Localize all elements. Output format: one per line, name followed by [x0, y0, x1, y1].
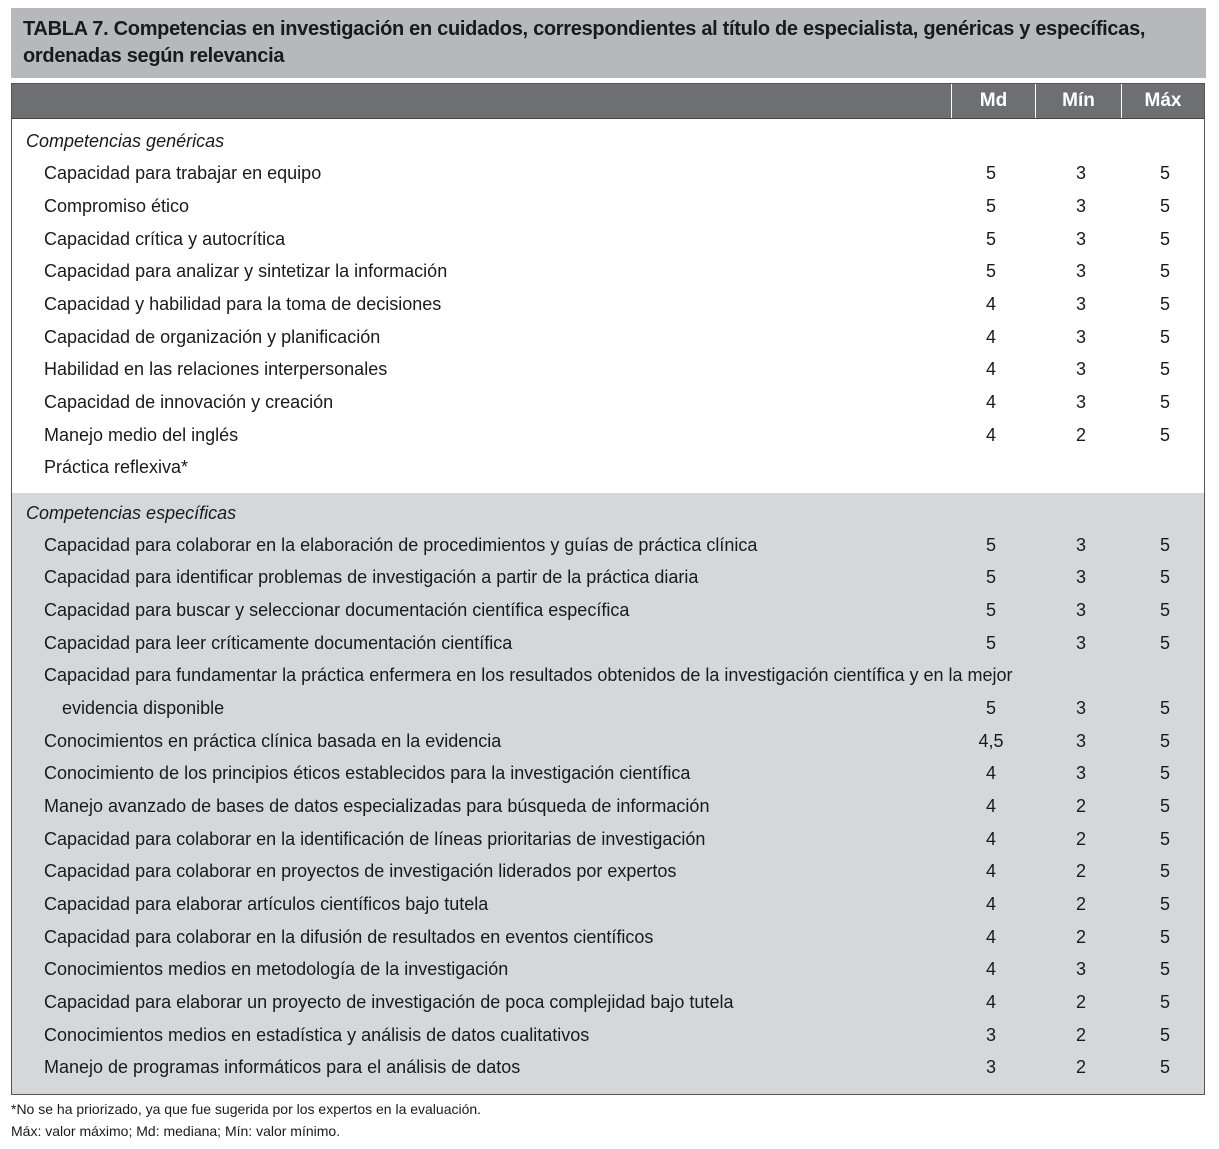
row-label: Práctica reflexiva* [44, 457, 189, 477]
value-min: 3 [1075, 392, 1086, 412]
row-label: Capacidad para elaborar artículos científicos bajo tutela [44, 894, 489, 914]
value-max: 5 [1159, 829, 1170, 849]
row-label: Habilidad en las relaciones interpersonales [44, 359, 388, 379]
value-max: 5 [1159, 600, 1170, 620]
value-min: 3 [1075, 261, 1086, 281]
table-row [12, 757, 1204, 790]
value-md: 5 [985, 163, 996, 183]
value-min: 2 [1075, 829, 1086, 849]
value-md: 5 [985, 535, 996, 555]
row-label: Capacidad crítica y autocrítica [44, 229, 286, 249]
value-md: 5 [985, 567, 996, 587]
table-row [12, 855, 1204, 888]
section-generic [12, 118, 1204, 493]
value-md: 5 [985, 261, 996, 281]
competencies-table [11, 83, 1205, 1095]
value-max: 5 [1159, 633, 1170, 653]
row-label: Capacidad para colaborar en la identificación de líneas prioritarias de investigación [44, 829, 706, 849]
table-row [12, 353, 1204, 386]
table-row [12, 1051, 1204, 1084]
row-label: Compromiso ético [44, 196, 190, 216]
value-md: 4 [985, 392, 996, 412]
table-row [12, 190, 1204, 223]
value-max: 5 [1159, 1025, 1170, 1045]
value-md: 4 [985, 992, 996, 1012]
value-min: 3 [1075, 327, 1086, 347]
value-min: 2 [1075, 425, 1086, 445]
value-min: 2 [1075, 1057, 1086, 1077]
value-md: 4 [985, 927, 996, 947]
value-min: 3 [1075, 731, 1086, 751]
row-label: Manejo de programas informáticos para el análisis de datos [44, 1057, 521, 1077]
section-title-specific: Competencias específicas [26, 503, 237, 523]
value-md: 5 [985, 633, 996, 653]
value-min: 3 [1075, 567, 1086, 587]
value-md: 4 [985, 294, 996, 314]
value-min: 2 [1075, 894, 1086, 914]
table-row [12, 986, 1204, 1019]
table-row [12, 157, 1204, 190]
value-max: 5 [1159, 796, 1170, 816]
header-max: Máx [1121, 84, 1204, 118]
table-row [12, 419, 1204, 452]
value-max: 5 [1159, 861, 1170, 881]
value-min: 2 [1075, 992, 1086, 1012]
value-max: 5 [1159, 698, 1170, 718]
table-row [12, 386, 1204, 419]
value-md: 5 [985, 229, 996, 249]
value-max: 5 [1159, 763, 1170, 783]
value-min: 2 [1075, 861, 1086, 881]
value-min: 3 [1075, 698, 1086, 718]
row-label: Conocimientos medios en metodología de la investigación [44, 959, 509, 979]
section-title-generic: Competencias genéricas [26, 131, 225, 151]
row-label: Capacidad y habilidad para la toma de decisiones [44, 294, 442, 314]
value-min: 3 [1075, 359, 1086, 379]
row-label: Capacidad para buscar y seleccionar documentación científica específica [44, 600, 630, 620]
row-label: Manejo avanzado de bases de datos especializadas para búsqueda de información [44, 796, 710, 816]
table-row [12, 223, 1204, 256]
table-row [12, 888, 1204, 921]
value-min: 3 [1075, 959, 1086, 979]
row-label: Capacidad para trabajar en equipo [44, 163, 322, 183]
value-md: 4 [985, 327, 996, 347]
row-label: Capacidad para colaborar en la difusión de resultados en eventos científicos [44, 927, 654, 947]
row-label: Manejo medio del inglés [44, 425, 239, 445]
footnote-asterisk: *No se ha priorizado, ya que fue sugerida por los expertos en la evaluación. [11, 1101, 482, 1117]
header-md: Md [951, 84, 1035, 118]
value-max: 5 [1159, 392, 1170, 412]
table-row [12, 321, 1204, 354]
value-md: 4 [985, 861, 996, 881]
value-min: 3 [1075, 229, 1086, 249]
table-row [12, 627, 1204, 660]
value-max: 5 [1159, 927, 1170, 947]
value-md: 4 [985, 425, 996, 445]
value-max: 5 [1159, 535, 1170, 555]
row-label: Capacidad para colaborar en la elaboración de procedimientos y guías de práctica clínica [44, 535, 758, 555]
value-min: 3 [1075, 600, 1086, 620]
value-min: 3 [1075, 535, 1086, 555]
value-max: 5 [1159, 425, 1170, 445]
value-md: 4 [985, 894, 996, 914]
table-title: TABLA 7. Competencias en investigación en cuidados, correspondientes al título de especialista, genéricas y específicas, ordenadas según relevancia [11, 8, 1206, 78]
row-label: Capacidad para colaborar en proyectos de investigación liderados por expertos [44, 861, 677, 881]
row-label: Capacidad para analizar y sintetizar la información [44, 261, 448, 281]
value-max: 5 [1159, 992, 1170, 1012]
row-label: Conocimientos medios en estadística y análisis de datos cualitativos [44, 1025, 590, 1045]
table-row [12, 823, 1204, 856]
table-row [12, 953, 1204, 986]
value-md: 4 [985, 829, 996, 849]
value-max: 5 [1159, 294, 1170, 314]
value-md: 3 [985, 1057, 996, 1077]
value-min: 3 [1075, 294, 1086, 314]
value-md: 4 [985, 359, 996, 379]
value-max: 5 [1159, 327, 1170, 347]
table-row [12, 921, 1204, 954]
value-min: 3 [1075, 633, 1086, 653]
table-row [12, 725, 1204, 758]
value-max: 5 [1159, 731, 1170, 751]
value-md: 3 [985, 1025, 996, 1045]
table-row [12, 255, 1204, 288]
row-label: Capacidad de organización y planificación [44, 327, 381, 347]
header-min: Mín [1035, 84, 1121, 118]
value-max: 5 [1159, 959, 1170, 979]
value-min: 3 [1075, 196, 1086, 216]
value-max: 5 [1159, 359, 1170, 379]
table-row [12, 288, 1204, 321]
value-md: 5 [985, 196, 996, 216]
table-header [12, 84, 1204, 118]
row-label: Capacidad para fundamentar la práctica enfermera en los resultados obtenidos de la investigación científica y en la mejor [44, 665, 1013, 685]
section-specific [12, 493, 1204, 1094]
value-min: 2 [1075, 927, 1086, 947]
value-md: 4 [985, 763, 996, 783]
table-row [12, 529, 1204, 562]
footnote-abbreviations: Máx: valor máximo; Md: mediana; Mín: valor mínimo. [11, 1123, 341, 1139]
table-row [12, 594, 1204, 627]
value-max: 5 [1159, 163, 1170, 183]
table-row [12, 561, 1204, 594]
value-md: 4 [985, 959, 996, 979]
value-max: 5 [1159, 1057, 1170, 1077]
table-row [12, 1019, 1204, 1052]
row-label-continuation: evidencia disponible [62, 698, 225, 718]
value-min: 2 [1075, 796, 1086, 816]
table-row [12, 451, 1204, 484]
table-row [12, 659, 1204, 692]
row-label: Capacidad para elaborar un proyecto de investigación de poca complejidad bajo tutela [44, 992, 734, 1012]
table-row-continuation [12, 692, 1204, 725]
row-label: Conocimientos en práctica clínica basada en la evidencia [44, 731, 502, 751]
value-max: 5 [1159, 567, 1170, 587]
value-max: 5 [1159, 196, 1170, 216]
value-md: 4,5 [978, 731, 1004, 751]
value-min: 3 [1075, 163, 1086, 183]
value-md: 4 [985, 796, 996, 816]
row-label: Capacidad de innovación y creación [44, 392, 334, 412]
row-label: Capacidad para leer críticamente documentación científica [44, 633, 513, 653]
row-label: Capacidad para identificar problemas de investigación a partir de la práctica diaria [44, 567, 699, 587]
value-md: 5 [985, 600, 996, 620]
value-md: 5 [985, 698, 996, 718]
row-label: Conocimiento de los principios éticos establecidos para la investigación científica [44, 763, 691, 783]
value-max: 5 [1159, 261, 1170, 281]
value-max: 5 [1159, 894, 1170, 914]
value-min: 2 [1075, 1025, 1086, 1045]
value-min: 3 [1075, 763, 1086, 783]
table-row [12, 790, 1204, 823]
value-max: 5 [1159, 229, 1170, 249]
